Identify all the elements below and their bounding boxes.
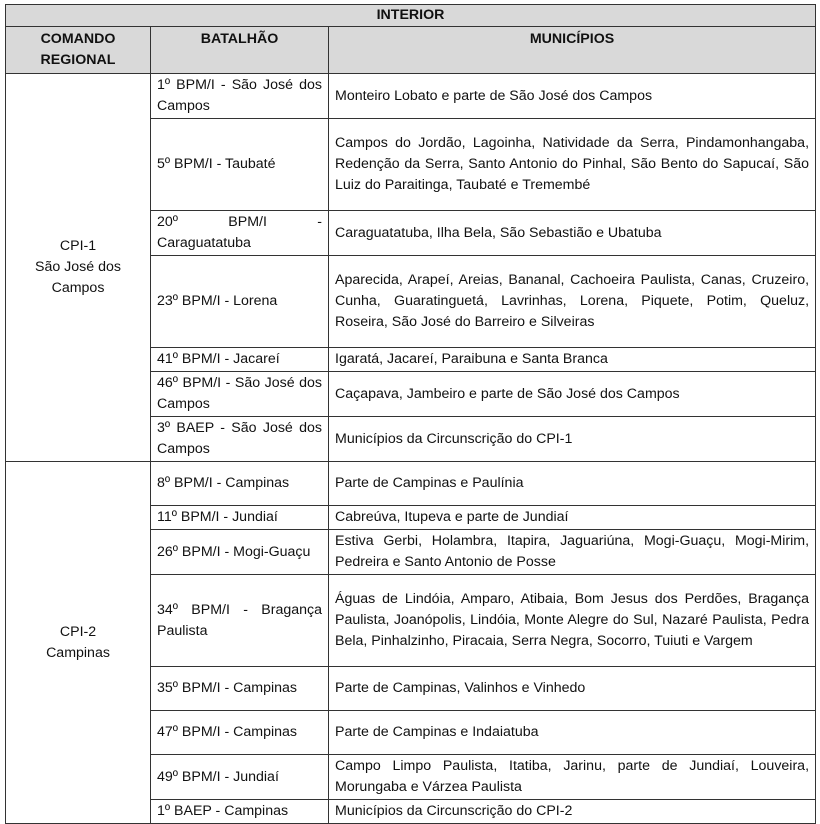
municipios-cell: Caraguatatuba, Ilha Bela, São Sebastião e Ubatuba xyxy=(329,211,816,256)
municipios-cell: Parte de Campinas e Indaiatuba xyxy=(329,711,816,755)
batalhao-cell: 41º BPM/I - Jacareí xyxy=(151,348,329,372)
municipios-cell: Águas de Lindóia, Amparo, Atibaia, Bom Jesus dos Perdões, Bragança Paulista, Joanópolis, Lindóia, Monte Alegre do Sul, Nazaré Paulista, Pedra Bela, Pinhalzinho, Piracaia, Serra Negra, Socorro, Tuiuti e Vargem xyxy=(329,575,816,667)
municipios-cell: Municípios da Circunscrição do CPI-1 xyxy=(329,417,816,462)
batalhao-cell: 35º BPM/I - Campinas xyxy=(151,667,329,711)
interior-table xyxy=(5,4,816,824)
municipios-cell: Caçapava, Jambeiro e parte de São José dos Campos xyxy=(329,372,816,417)
batalhao-cell: 5º BPM/I - Taubaté xyxy=(151,119,329,211)
header-batalhao: BATALHÃO xyxy=(151,27,329,74)
municipios-cell: Parte de Campinas e Paulínia xyxy=(329,462,816,506)
batalhao-cell: 8º BPM/I - Campinas xyxy=(151,462,329,506)
batalhao-cell: 34º BPM/I - Bragança Paulista xyxy=(151,575,329,667)
municipios-cell: Campo Limpo Paulista, Itatiba, Jarinu, parte de Jundiaí, Louveira, Morungaba e Várzea Paulista xyxy=(329,755,816,800)
municipios-cell: Parte de Campinas, Valinhos e Vinhedo xyxy=(329,667,816,711)
municipios-cell: Municípios da Circunscrição do CPI-2 xyxy=(329,800,816,824)
municipios-cell: Igaratá, Jacareí, Paraibuna e Santa Branca xyxy=(329,348,816,372)
table-row xyxy=(6,74,816,119)
batalhao-cell: 49º BPM/I - Jundiaí xyxy=(151,755,329,800)
table-title: INTERIOR xyxy=(6,5,816,27)
header-comando: COMANDO REGIONAL xyxy=(6,27,151,74)
batalhao-cell: 46º BPM/I - São José dos Campos xyxy=(151,372,329,417)
municipios-cell: Cabreúva, Itupeva e parte de Jundiaí xyxy=(329,506,816,530)
comando-city: São José dos Campos xyxy=(35,259,121,296)
batalhao-cell: 23º BPM/I - Lorena xyxy=(151,256,329,348)
municipios-cell: Aparecida, Arapeí, Areias, Bananal, Cachoeira Paulista, Canas, Cruzeiro, Cunha, Guaratinguetá, Lavrinhas, Lorena, Piquete, Potim, Queluz, Roseira, São José do Barreiro e Silveiras xyxy=(329,256,816,348)
batalhao-cell: 26º BPM/I - Mogi-Guaçu xyxy=(151,530,329,575)
title-row xyxy=(6,5,816,27)
batalhao-cell: 20º BPM/I - Caraguatatuba xyxy=(151,211,329,256)
comando-cell-cpi1 xyxy=(6,74,151,462)
comando-name: CPI-1 xyxy=(59,238,97,254)
table-row xyxy=(6,462,816,506)
batalhao-cell: 1º BPM/I - São José dos Campos xyxy=(151,74,329,119)
comando-cell-cpi2 xyxy=(6,462,151,824)
batalhao-cell: 47º BPM/I - Campinas xyxy=(151,711,329,755)
comando-name: CPI-2 xyxy=(59,623,97,640)
comando-city: Campinas xyxy=(46,644,110,661)
batalhao-cell: 1º BAEP - Campinas xyxy=(151,800,329,824)
municipios-cell: Estiva Gerbi, Holambra, Itapira, Jaguariúna, Mogi-Guaçu, Mogi-Mirim, Pedreira e Santo Antonio de Posse xyxy=(329,530,816,575)
batalhao-cell: 3º BAEP - São José dos Campos xyxy=(151,417,329,462)
header-municipios: MUNICÍPIOS xyxy=(329,27,816,74)
header-row xyxy=(6,27,816,74)
municipios-cell: Monteiro Lobato e parte de São José dos Campos xyxy=(329,74,816,119)
batalhao-cell: 11º BPM/I - Jundiaí xyxy=(151,506,329,530)
municipios-cell: Campos do Jordão, Lagoinha, Natividade da Serra, Pindamonhangaba, Redenção da Serra, Santo Antonio do Pinhal, São Bento do Sapucaí, São Luiz do Paraitinga, Taubaté e Tremembé xyxy=(329,119,816,211)
